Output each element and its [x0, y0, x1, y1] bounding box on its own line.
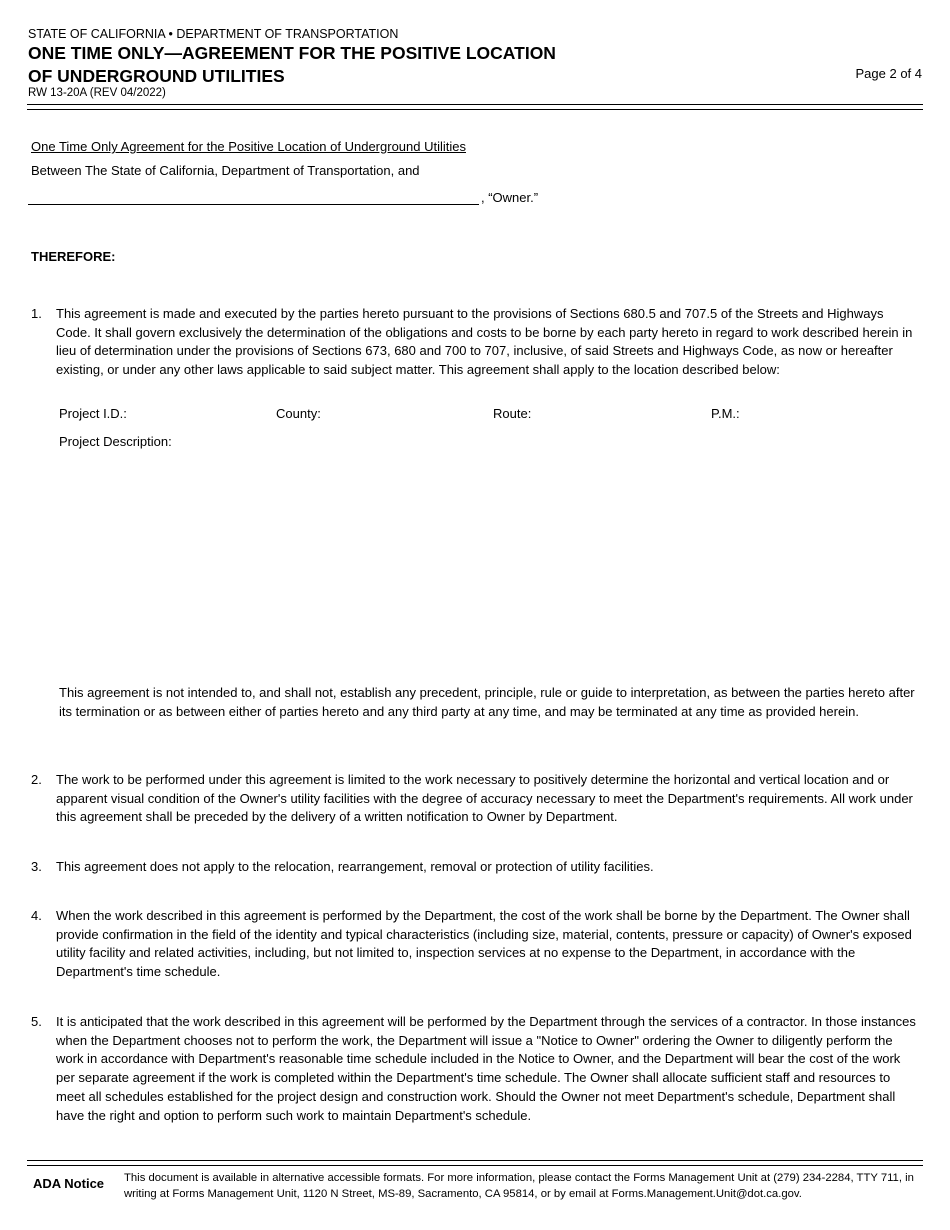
clause-text: This agreement does not apply to the relocation, rearrangement, removal or protection of utility facilities.	[56, 859, 654, 874]
page-number: Page 2 of 4	[855, 66, 922, 81]
clause-3	[31, 858, 919, 877]
clause-1	[31, 305, 919, 380]
owner-name-field[interactable]	[28, 188, 479, 205]
project-description-label: Project Description:	[59, 434, 172, 449]
form-number: RW 13-20A (REV 04/2022)	[28, 87, 166, 99]
form-title	[28, 42, 648, 88]
form-title-line-2: OF UNDERGROUND UTILITIES	[28, 66, 285, 86]
agreement-between: Between The State of California, Department of Transportation, and	[31, 163, 420, 178]
header-divider-top	[27, 104, 923, 105]
ada-notice-text: This document is available in alternative accessible formats. For more information, please contact the Forms Management Unit at (279) 234-2284, TTY 711, in writing at Forms Management Unit, 1120 N Street, MS-89, Sacramento, CA 95814, or by email at Forms.Management.Unit@dot.ca.gov.	[124, 1172, 914, 1200]
clause-5	[31, 1013, 919, 1125]
clause-number: 5.	[31, 1014, 42, 1029]
clause-text: The work to be performed under this agreement is limited to the work necessary to positively determine the horizontal and vertical location and or apparent visual condition of the Owner's utility facilities with the degree of accuracy necessary to meet the Department's requirements. All work under this agreement shall be preceded by the delivery of a written notification to Owner by Department.	[56, 772, 913, 825]
header-divider-bottom	[27, 109, 923, 110]
owner-line	[28, 188, 538, 205]
clause-number: 3.	[31, 859, 42, 874]
agreement-title: One Time Only Agreement for the Positive Location of Underground Utilities	[31, 139, 466, 154]
owner-label: , “Owner.”	[481, 190, 539, 205]
route-label: Route:	[493, 406, 532, 421]
clause-4	[31, 907, 919, 982]
form-title-line-1: ONE TIME ONLY—AGREEMENT FOR THE POSITIVE LOCATION	[28, 43, 556, 63]
project-id-label: Project I.D.:	[59, 406, 127, 421]
pm-label: P.M.:	[711, 406, 740, 421]
therefore-heading: THEREFORE:	[31, 249, 116, 264]
ada-notice-label: ADA Notice	[33, 1176, 105, 1191]
not-intended-paragraph: This agreement is not intended to, and shall not, establish any precedent, principle, rule or guide to interpretation, as between the parties hereto after its termination or as between either of parties hereto and any third party at any time, and may be terminated at any time as provided herein.	[59, 685, 915, 719]
clause-2	[31, 771, 919, 827]
footer-divider-top	[27, 1160, 923, 1161]
department-header: STATE OF CALIFORNIA • DEPARTMENT OF TRANSPORTATION	[28, 27, 399, 41]
clause-text: When the work described in this agreement is performed by the Department, the cost of the work shall be borne by the Department. The Owner shall provide confirmation in the field of the identity and typical characteristics (including size, material, contents, pressure or capacity) of Owner's exposed utility facility and related activities, including, but not limited to, inspection services at no expense to the Department, in accordance with the Department's time schedule.	[56, 908, 912, 980]
clause-number: 2.	[31, 772, 42, 787]
clause-number: 1.	[31, 306, 42, 321]
clause-text: It is anticipated that the work described in this agreement will be performed by the Department through the services of a contractor. In those instances when the Department chooses not to perform the work, the Department will issue a "Notice to Owner" ordering the Owner to diligently perform the work in accordance with Department's reasonable time schedule included in the Notice to Owner, and the Department will bear the cost of the work per separate agreement if the work is completed within the Department's time schedule. The Owner shall allocate sufficient staff and resources to meet all schedules established for the project design and construction work. Should the Owner not meet Department's schedule, Department shall have the right and option to perform such work to maintain Department's schedule.	[56, 1014, 916, 1123]
clause-number: 4.	[31, 908, 42, 923]
project-fields	[59, 406, 919, 426]
clause-text: This agreement is made and executed by the parties hereto pursuant to the provisions of Sections 680.5 and 707.5 of the Streets and Highways Code. It shall govern exclusively the determination of the obligations and costs to be borne by each party hereto in regard to work described herein in lieu of determination under the provisions of Sections 673, 680 and 700 to 707, inclusive, of said Streets and Highways Code, as now or hereafter existing, or under any other laws applicable to said subject matter. This agreement shall apply to the location described below:	[56, 306, 913, 378]
county-label: County:	[276, 406, 321, 421]
footer-divider-bottom	[27, 1165, 923, 1166]
